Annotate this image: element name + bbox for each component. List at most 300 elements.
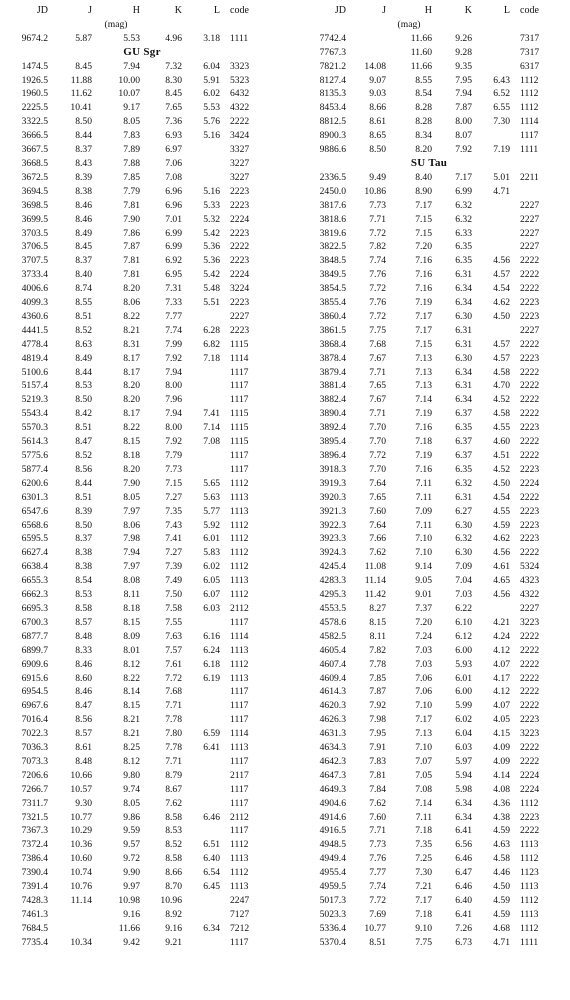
l-cell: 6.05 [203,575,220,587]
l-cell: 6.02 [203,88,220,100]
code-cell: 2227 [520,241,540,253]
table-row [290,491,568,505]
table-row [2,379,282,393]
h-cell: 7.16 [415,422,432,434]
j-cell: 8.44 [75,130,92,142]
l-cell [182,463,220,477]
l-cell [182,769,220,783]
h-cell: 8.18 [123,602,140,614]
table-row [2,505,282,519]
table-row [290,908,568,922]
h-cell: 8.22 [123,672,140,684]
h-cell: 8.06 [123,519,140,531]
table-row [290,435,568,449]
k-cell: 7.39 [165,561,182,573]
table-row [2,894,282,908]
k-cell: 5.93 [455,658,472,670]
h-cell: 8.21 [123,714,140,726]
k-cell: 7.92 [165,352,182,364]
h-cell: 9.16 [123,908,140,920]
jd-cell: 3920.3 [319,491,346,503]
code-cell: 2222 [230,241,250,253]
l-cell: 4.59 [493,825,510,837]
j-cell: 7.83 [369,755,386,767]
table-row [2,435,282,449]
h-cell: 8.22 [123,422,140,434]
k-cell: 6.95 [165,269,182,281]
k-cell: 7.01 [165,213,182,225]
jd-cell: 5877.4 [21,463,48,475]
h-cell: 8.12 [123,658,140,670]
j-cell: 7.98 [369,714,386,726]
jd-cell: 3703.5 [21,227,48,239]
jd-cell: 8135.3 [319,88,346,100]
l-cell [182,310,220,324]
jd-cell: 7206.6 [21,769,48,781]
table-row [2,602,282,616]
k-cell: 6.99 [165,227,182,239]
j-cell: 10.34 [70,936,92,948]
table-row [2,838,282,852]
k-cell: 8.53 [165,825,182,837]
k-cell: 8.52 [165,839,182,851]
jd-cell: 8453.4 [319,102,346,114]
table-row [290,602,568,616]
j-cell: 8.52 [75,450,92,461]
code-cell: 2223 [230,185,250,197]
k-cell: 6.04 [455,728,472,740]
j-cell: 7.71 [369,213,386,225]
j-cell: 8.50 [369,144,386,156]
table-row [290,685,568,699]
code-cell: 2117 [230,769,249,781]
l-cell: 4.52 [493,394,510,406]
h-cell: 7.18 [415,436,432,448]
j-cell: 10.57 [70,783,92,795]
l-cell: 4.15 [493,728,510,740]
k-cell: 7.63 [165,630,182,642]
right-top-rows [290,32,568,157]
k-cell: 6.73 [455,936,472,948]
header-j: J [88,5,92,16]
k-cell: 7.68 [165,686,182,698]
code-cell: 2222 [520,825,540,837]
code-cell: 7127 [230,908,250,920]
h-cell: 9.72 [123,853,140,865]
jd-cell: 1926.5 [21,74,48,86]
jd-cell: 4605.4 [319,644,346,656]
l-cell [182,894,220,908]
code-cell: 2227 [230,310,250,322]
jd-cell: 6568.6 [21,519,48,531]
code-cell: 2224 [520,769,540,781]
j-cell: 8.47 [75,700,92,712]
h-cell: 8.21 [123,324,140,336]
table-row [2,727,282,741]
k-cell: 6.93 [165,130,182,142]
h-cell: 7.20 [415,241,432,253]
jd-cell: 6638.4 [21,561,48,573]
k-cell: 7.73 [165,463,182,475]
table-row [2,811,282,825]
code-cell: 2223 [520,422,540,434]
l-cell: 7.14 [203,422,220,434]
j-cell: 7.64 [369,519,386,531]
l-cell [182,936,220,950]
k-cell: 6.32 [455,477,472,489]
table-row [2,227,282,241]
code-cell: 3223 [520,616,540,628]
code-cell: 1113 [520,881,539,893]
jd-cell: 3919.3 [319,477,346,489]
code-cell: 2222 [230,116,250,128]
table-row [2,546,282,560]
j-cell: 8.52 [75,324,92,336]
table-row [2,213,282,227]
j-cell: 10.60 [70,853,92,865]
h-cell: 7.17 [415,324,432,336]
k-cell: 6.35 [455,422,472,434]
h-cell: 7.19 [415,297,432,309]
code-cell: 1113 [230,491,249,503]
jd-cell: 5100.6 [21,366,48,378]
l-cell: 4.09 [493,742,510,754]
jd-cell: 3667.5 [21,144,48,156]
table-row [290,546,568,560]
code-cell: 2227 [520,227,540,239]
jd-cell: 4949.4 [319,853,346,865]
k-cell: 7.43 [165,519,182,531]
k-cell: 6.35 [455,241,472,253]
k-cell: 6.02 [455,714,472,726]
h-cell: 7.87 [123,241,140,253]
h-cell: 9.14 [415,561,432,573]
h-cell: 9.97 [123,881,140,893]
k-cell: 6.30 [455,547,472,559]
jd-cell: 4642.3 [319,755,346,767]
code-cell: 2223 [520,310,540,322]
code-cell: 1115 [230,436,249,448]
jd-cell: 2450.0 [319,185,346,197]
table-row [290,296,568,310]
l-cell: 6.43 [493,74,510,86]
k-cell: 7.77 [165,310,182,322]
jd-cell: 7311.7 [21,797,48,809]
l-cell: 5.91 [203,74,220,86]
l-cell: 4.17 [493,672,510,684]
jd-cell: 3868.4 [319,338,346,350]
h-cell: 7.94 [123,60,140,72]
h-cell: 8.09 [123,630,140,642]
k-cell: 7.95 [455,74,472,86]
table-row [2,769,282,783]
l-cell: 4.21 [493,616,510,628]
jd-cell: 3892.4 [319,422,346,434]
table-row [2,616,282,630]
h-cell: 7.18 [415,825,432,837]
header-k: K [174,5,182,16]
jd-cell: 7735.4 [21,936,48,948]
code-cell: 2227 [520,324,540,336]
l-cell: 4.59 [493,895,510,906]
jd-cell: 8812.5 [319,116,346,128]
jd-cell: 7742.4 [319,32,346,44]
k-cell: 6.34 [455,297,472,309]
h-cell: 8.15 [123,616,140,628]
table-row [2,560,282,574]
h-cell: 9.10 [415,922,432,934]
j-cell: 7.72 [369,227,386,239]
code-cell: 2222 [520,283,540,295]
header-l: L [503,5,510,16]
jd-cell: 6301.3 [21,491,48,503]
j-cell: 7.65 [369,491,386,503]
jd-cell: 7684.5 [21,922,48,934]
table-row [2,171,282,185]
header-unit: (mag) [397,18,421,30]
code-cell: 1123 [520,867,539,879]
h-cell: 8.12 [123,755,140,767]
table-row [2,477,282,491]
j-cell: 8.39 [75,171,92,183]
code-cell: 1114 [230,630,249,642]
table-row [290,630,568,644]
jd-cell: 3818.6 [319,213,346,225]
code-cell: 1113 [520,908,539,920]
code-cell: 1112 [520,922,539,934]
code-cell: 1112 [520,895,539,906]
table-row [2,519,282,533]
j-cell: 8.65 [369,130,386,142]
table-row [290,838,568,852]
j-cell: 10.77 [364,922,386,934]
table-row [290,866,568,880]
j-cell: 8.45 [75,60,92,72]
j-cell: 7.91 [369,742,386,754]
l-cell: 6.52 [493,88,510,100]
jd-cell: 6915.6 [21,672,48,684]
table-row [290,87,568,101]
code-cell: 4323 [520,575,540,587]
table-row [290,783,568,797]
l-cell: 6.03 [203,602,220,614]
h-cell: 10.00 [118,74,140,86]
j-cell: 8.46 [75,199,92,211]
l-cell: 6.34 [203,922,220,934]
table-row [2,240,282,254]
table-row [290,894,568,908]
header-j: J [382,5,386,16]
jd-cell: 4634.3 [319,742,346,754]
h-cell: 8.28 [415,116,432,128]
k-cell: 6.37 [455,408,472,420]
code-cell: 2222 [520,269,540,281]
j-cell: 8.40 [75,269,92,281]
code-cell: 1113 [230,672,249,684]
l-cell [182,713,220,727]
j-cell: 8.53 [75,589,92,601]
table-row [2,268,282,282]
l-cell: 4.55 [493,422,510,434]
h-cell: 7.89 [123,144,140,156]
l-cell: 6.28 [203,324,220,336]
jd-cell: 7266.7 [21,783,48,795]
j-cell [48,908,92,922]
k-cell: 6.31 [455,338,472,350]
l-cell: 6.40 [203,853,220,865]
jd-cell: 5370.4 [319,936,346,948]
section-title-row [290,157,568,171]
k-cell: 7.99 [165,338,182,350]
jd-cell: 3849.5 [319,269,346,281]
jd-cell: 3707.5 [21,255,48,267]
l-cell: 4.50 [493,881,510,893]
jd-cell: 6547.6 [21,505,48,517]
code-cell: 1112 [520,797,539,809]
table-row [2,852,282,866]
j-cell: 8.57 [75,616,92,628]
table-row [2,282,282,296]
column-header-row [290,4,568,18]
k-cell: 6.97 [165,144,182,156]
j-cell: 8.37 [75,533,92,545]
k-cell: 6.56 [455,839,472,851]
l-cell: 4.57 [493,352,510,364]
j-cell: 8.43 [75,157,92,169]
k-cell: 6.41 [455,825,472,837]
k-cell: 8.58 [165,853,182,865]
code-cell: 1112 [230,589,249,601]
l-cell [472,240,510,254]
code-cell: 2223 [520,463,540,475]
j-cell: 8.27 [369,602,386,614]
jd-cell: 7016.4 [21,714,48,726]
jd-cell: 8900.3 [319,130,346,142]
table-row [290,922,568,936]
j-cell: 7.82 [369,241,386,253]
table-row [2,185,282,199]
table-row [2,672,282,686]
k-cell: 7.87 [455,102,472,114]
l-cell: 6.18 [203,658,220,670]
table-row [2,296,282,310]
header-jd: JD [334,5,346,16]
jd-cell: 1960.5 [21,88,48,100]
jd-cell: 4006.6 [21,283,48,295]
table-row [2,866,282,880]
l-cell: 5.53 [203,102,220,114]
h-cell: 7.11 [415,477,432,489]
k-cell: 7.17 [455,171,472,183]
l-cell: 5.16 [203,185,220,197]
jd-cell: 3860.4 [319,310,346,322]
h-cell: 7.16 [415,255,432,267]
h-cell: 7.11 [415,811,432,823]
table-row [2,129,282,143]
h-cell: 7.07 [415,755,432,767]
k-cell: 8.07 [455,130,472,142]
table-row [290,477,568,491]
k-cell: 6.32 [455,213,472,225]
code-cell: 1115 [230,408,249,420]
h-cell: 8.25 [123,742,140,754]
h-cell: 7.98 [123,533,140,545]
jd-cell: 7391.4 [21,881,48,893]
k-cell: 7.31 [165,283,182,295]
k-cell: 6.31 [455,324,472,336]
table-row [290,101,568,115]
jd-cell: 4948.5 [319,839,346,851]
k-cell: 7.94 [165,366,182,378]
j-cell: 8.61 [75,742,92,754]
table-row [290,227,568,241]
j-cell: 7.60 [369,811,386,823]
j-cell: 10.86 [364,185,386,197]
j-cell: 8.37 [75,255,92,267]
unit-row [290,18,568,32]
jd-cell: 7821.2 [319,60,346,72]
table-row [290,32,568,46]
k-cell: 7.15 [165,477,182,489]
h-cell: 7.10 [415,547,432,559]
code-cell: 3224 [230,283,250,295]
l-cell [182,393,220,407]
h-cell: 10.07 [118,88,140,100]
code-cell: 1112 [520,853,539,865]
k-cell: 6.30 [455,352,472,364]
code-cell: 3227 [230,157,250,169]
k-cell: 9.26 [455,32,472,44]
k-cell: 6.22 [455,602,472,614]
j-cell: 8.49 [75,227,92,239]
h-cell: 11.66 [118,922,140,934]
h-cell: 7.30 [415,867,432,879]
k-cell: 7.09 [455,561,472,573]
l-cell [472,199,510,213]
code-cell: 1117 [230,825,249,837]
j-cell: 8.38 [75,561,92,573]
code-cell: 2223 [520,505,540,517]
jd-cell: 4626.3 [319,714,346,726]
table-row [290,254,568,268]
l-cell: 5.36 [203,241,220,253]
h-cell: 7.15 [415,213,432,225]
table-row [290,199,568,213]
k-cell: 6.35 [455,463,472,475]
code-cell: 1112 [520,88,539,100]
h-cell: 8.55 [415,74,432,86]
h-cell: 8.01 [123,644,140,656]
j-cell: 11.08 [364,561,386,573]
jd-cell: 5775.6 [21,450,48,461]
jd-cell: 3895.4 [319,436,346,448]
k-cell: 6.47 [455,867,472,879]
k-cell: 7.57 [165,644,182,656]
j-cell: 9.30 [75,797,92,809]
k-cell: 7.94 [165,408,182,420]
table-row [290,644,568,658]
l-cell [472,60,510,74]
code-cell: 2222 [520,255,540,267]
j-cell: 7.68 [369,338,386,350]
j-cell: 7.78 [369,658,386,670]
code-cell: 1117 [230,755,249,767]
h-cell: 8.20 [123,394,140,406]
code-cell: 1117 [230,463,249,475]
jd-cell: 3706.5 [21,241,48,253]
j-cell: 7.66 [369,533,386,545]
l-cell [182,783,220,797]
